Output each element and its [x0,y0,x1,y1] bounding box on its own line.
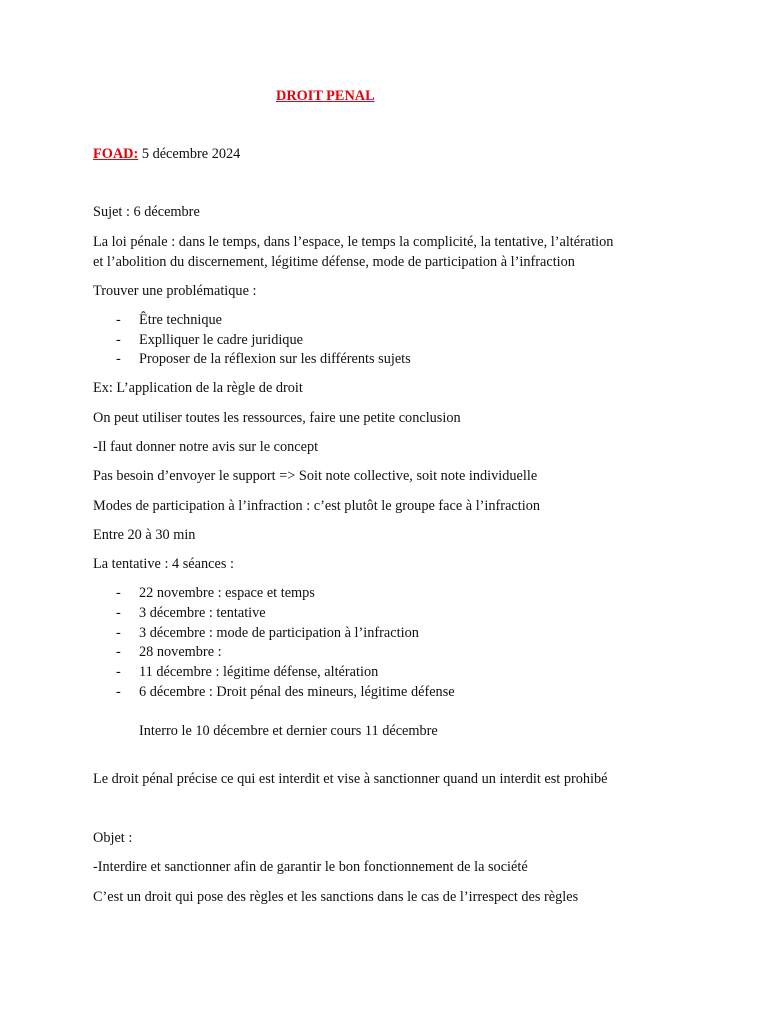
regles-line: C’est un droit qui pose des règles et les sanctions dans le cas de l’irrespect des règles [93,889,579,905]
trouver-line: Trouver une problématique : [93,283,257,299]
list-item-text: Proposer de la réflexion sur les différents sujets [139,351,411,367]
sujet-line: Sujet : 6 décembre [93,204,200,220]
interdire-line: -Interdire et sanctionner afin de garantir le bon fonctionnement de la société [93,859,528,875]
loi-penale-line-2: et l’abolition du discernement, légitime défense, mode de participation à l’infraction [93,254,575,270]
list-item-text: Être technique [139,312,222,328]
foad-label: FOAD: [93,146,139,162]
list-dash: - [116,625,121,641]
avis-line: -Il faut donner notre avis sur le concept [93,439,319,455]
interro-line: Interro le 10 décembre et dernier cours 11 décembre [139,723,438,739]
list-item-text: 3 décembre : mode de participation à l’infraction [139,625,419,641]
list-dash: - [116,664,121,680]
ressources-line: On peut utiliser toutes les ressources, faire une petite conclusion [93,410,461,426]
list-dash: - [116,585,121,601]
precise-line: Le droit pénal précise ce qui est interdit et vise à sanctionner quand un interdit est prohibé [93,771,608,787]
ex-line: Ex: L’application de la règle de droit [93,380,303,396]
list-item-text: Explliquer le cadre juridique [139,332,303,348]
list-item-text: 11 décembre : légitime défense, altération [139,664,379,680]
document-title: DROIT PENAL [276,88,375,104]
list-item-text: 3 décembre : tentative [139,605,266,621]
loi-penale-line-1: La loi pénale : dans le temps, dans l’espace, le temps la complicité, la tentative, l’altération [93,234,614,250]
foad-line [93,145,240,165]
list-item-text: 22 novembre : espace et temps [139,585,315,601]
objet-line: Objet : [93,830,133,846]
foad-date: 5 décembre 2024 [138,146,241,162]
list-dash: - [116,644,121,660]
list-dash: - [116,351,121,367]
duree-line: Entre 20 à 30 min [93,527,196,543]
list-item-text: 28 novembre : [139,644,222,660]
list-dash: - [116,312,121,328]
list-dash: - [116,332,121,348]
list-dash: - [116,605,121,621]
list-item-text: 6 décembre : Droit pénal des mineurs, légitime défense [139,684,455,700]
modes-line: Modes de participation à l’infraction : c’est plutôt le groupe face à l’infraction [93,498,541,514]
support-line: Pas besoin d’envoyer le support => Soit note collective, soit note individuelle [93,468,538,484]
list-dash: - [116,684,121,700]
tentative-line: La tentative : 4 séances : [93,556,234,572]
